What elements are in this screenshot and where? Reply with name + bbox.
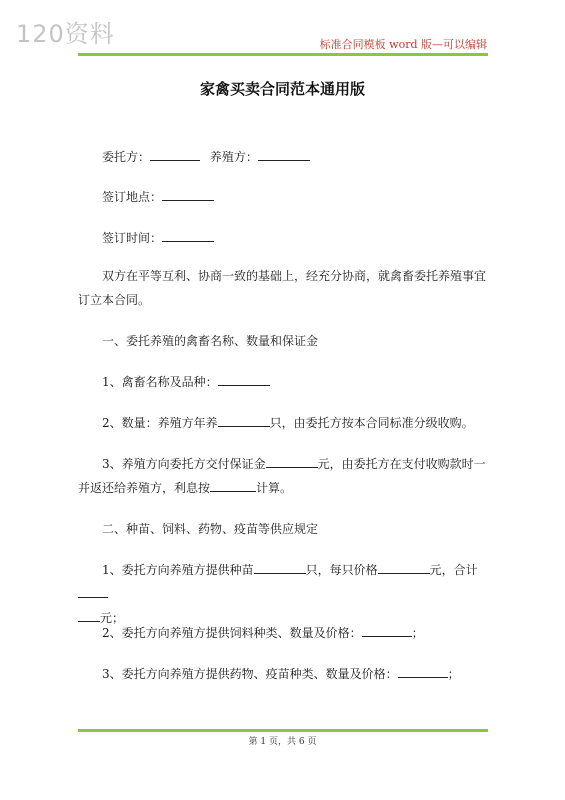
document-title: 家禽买卖合同范本通用版	[199, 80, 365, 98]
item-text: 元；	[100, 611, 125, 625]
section2-heading: 二、种苗、饲料、药物、疫苗等供应规定	[102, 522, 319, 536]
intro-paragraph: 双方在平等互利、协商一致的基础上，经充分协商，就禽畜委托养殖事宜订立本合同。	[78, 269, 487, 307]
time-line	[78, 226, 490, 250]
entrust-blank[interactable]	[150, 147, 200, 161]
item-text: 元，合计	[429, 563, 478, 577]
section1-heading: 一、委托养殖的禽畜名称、数量和保证金	[102, 334, 319, 348]
footer-rule	[78, 729, 488, 732]
item-text: 元，由委托方在支付收购款时一并返还给养殖方，利息按	[78, 457, 486, 495]
interest-blank[interactable]	[210, 478, 256, 492]
feed-blank[interactable]	[362, 623, 412, 637]
unit-price-blank[interactable]	[378, 560, 430, 574]
page-number: 第 1 页，共 6 页	[248, 737, 317, 747]
header-rule	[78, 53, 488, 56]
section2-item2	[78, 621, 490, 645]
time-label: 签订时间：	[102, 231, 163, 245]
item-text: 3、养殖方向委托方交付保证金	[102, 457, 266, 471]
item-text: 2、委托方向养殖方提供饲料种类、数量及价格：	[102, 626, 362, 640]
medicine-blank[interactable]	[398, 664, 448, 678]
breeder-blank[interactable]	[258, 147, 310, 161]
section2-item1	[78, 558, 490, 630]
item-text: ；	[411, 626, 424, 640]
section1-item3	[78, 452, 490, 500]
item-text: 3、委托方向养殖方提供药物、疫苗种类、数量及价格：	[102, 667, 398, 681]
parties-line	[78, 145, 490, 169]
total-blank-b[interactable]	[78, 608, 100, 622]
quantity-blank[interactable]	[218, 413, 270, 427]
place-line	[78, 185, 490, 209]
place-blank[interactable]	[162, 187, 214, 201]
item-text: 计算。	[256, 481, 293, 495]
item-text: 1、委托方向养殖方提供种苗	[102, 563, 254, 577]
item-text: 只，由委托方按本合同标准分级收购。	[269, 416, 474, 430]
section1-item1	[78, 370, 490, 394]
seedling-qty-blank[interactable]	[254, 560, 306, 574]
section2-item3	[78, 662, 490, 686]
section1-item2	[78, 411, 490, 435]
place-label: 签订地点：	[102, 190, 163, 204]
item-text: 1、禽畜名称及品种：	[102, 375, 218, 389]
breed-blank[interactable]	[218, 372, 270, 386]
breeder-label: 养殖方：	[209, 150, 258, 164]
item-text: ；	[447, 667, 460, 681]
entrust-label: 委托方：	[102, 150, 151, 164]
item-text: 只，每只价格	[305, 563, 378, 577]
time-blank[interactable]	[162, 228, 214, 242]
watermark-logo: 120资料	[16, 20, 115, 48]
deposit-blank[interactable]	[266, 454, 318, 468]
total-blank-a[interactable]	[78, 584, 108, 598]
item-text: 2、数量：养殖方年养	[102, 416, 218, 430]
header-note: 标准合同模板 word 版—可以编辑	[319, 38, 487, 51]
